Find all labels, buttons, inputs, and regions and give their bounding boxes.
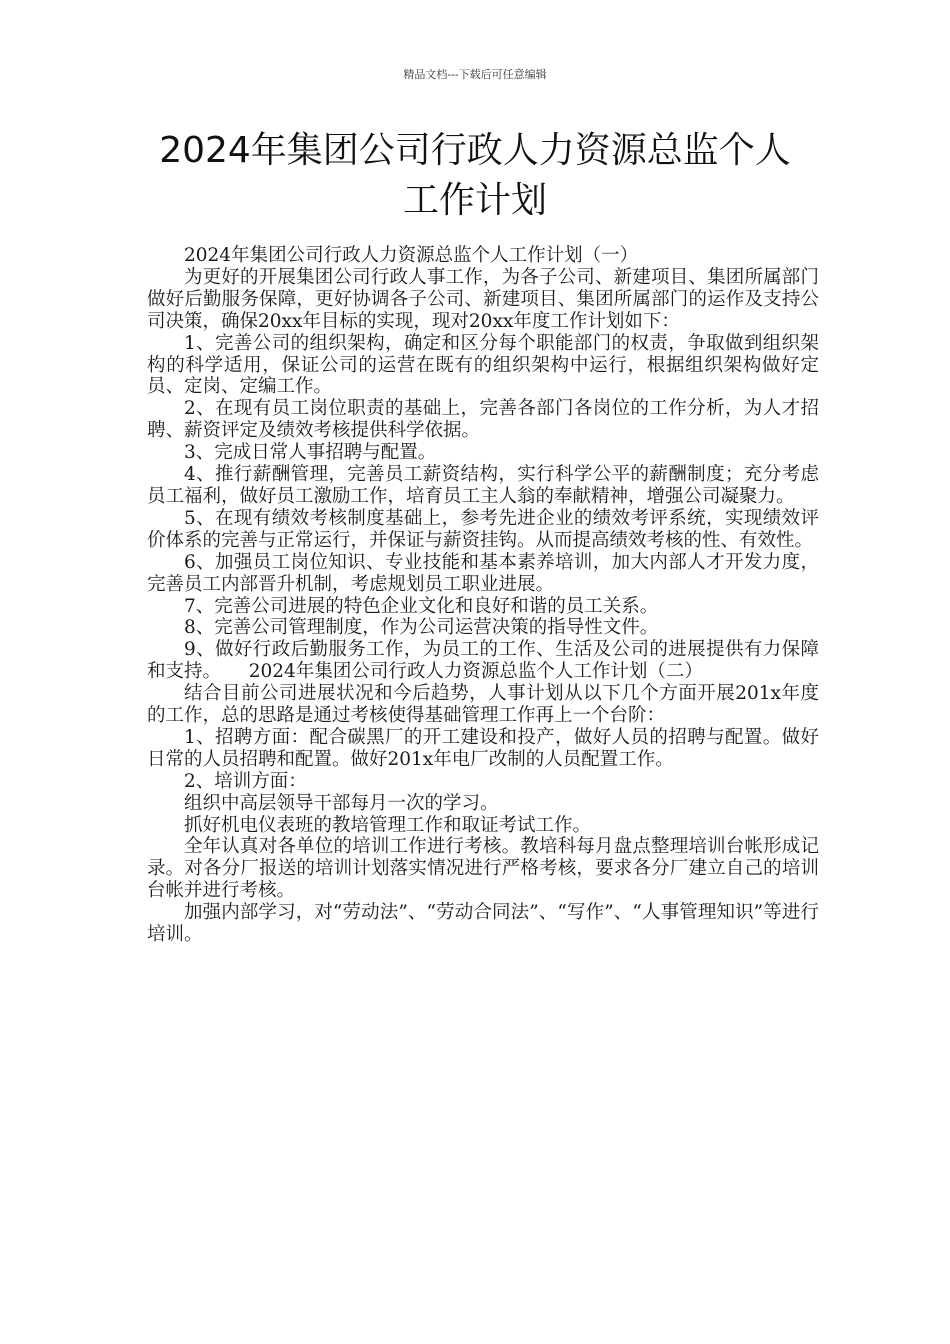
paragraph-training-leaders: 组织中高层领导干部每月一次的学习。 <box>184 792 499 814</box>
page-header: 精品文档---下载后可任意编辑 <box>403 68 547 81</box>
paragraph-item-5: 5、在现有绩效考核制度基础上，参考先进企业的绩效考评系统，实现绩效评价体系的完善与正常运行，并保证与薪资挂钩。从而提高绩效考核的性、有效性。 <box>147 507 819 551</box>
document-body <box>147 245 819 946</box>
paragraph-item-9: 9、做好行政后勤服务工作，为员工的工作、生活及公司的进展提供有力保障和支持。 2024年集团公司行政人力资源总监个人工作计划（二） <box>147 639 819 683</box>
paragraph-item-3: 3、完成日常人事招聘与配置。 <box>184 442 437 464</box>
title-line-2: 工作计划 <box>402 180 547 221</box>
paragraph-item-8: 8、完善公司管理制度，作为公司运营决策的指导性文件。 <box>184 617 659 639</box>
paragraph-item-2: 2、在现有员工岗位职责的基础上，完善各部门各岗位的工作分析，为人才招聘、薪资评定及绩效考核提供科学依据。 <box>147 398 819 442</box>
paragraph-plan-two-intro: 结合目前公司进展状况和今后趋势，人事计划从以下几个方面开展201x年度的工作，总的思路是通过考核使得基础管理工作再上一个台阶： <box>147 683 819 727</box>
paragraph-item-4: 4、推行薪酬管理，完善员工薪资结构，实行科学公平的薪酬制度；充分考虑员工福利，做好员工激励工作，培育员工主人翁的奉献精神，增强公司凝聚力。 <box>147 464 819 507</box>
title-line-1: 2024年集团公司行政人力资源总监个人 <box>159 130 791 171</box>
paragraph-internal-learning: 加强内部学习，对“劳动法”、“劳动合同法”、“写作”、“人事管理知识”等进行培训。 <box>147 902 819 946</box>
paragraph-intro: 为更好的开展集团公司行政人事工作，为各子公司、新建项目、集团所属部门做好后勤服务保障，更好协调各子公司、新建项目、集团所属部门的运作及支持公司决策，确保20xx年目标的实现，现对20xx年度工作计划如下： <box>147 266 819 332</box>
paragraph-training-instrument: 抓好机电仪表班的教培管理工作和取证考试工作。 <box>184 814 592 836</box>
paragraph-recruitment: 1、招聘方面：配合碳黑厂的开工建设和投产，做好人员的招聘与配置。做好日常的人员招聘和配置。做好201x年电厂改制的人员配置工作。 <box>147 726 819 770</box>
paragraph-item-1: 1、完善公司的组织架构，确定和区分每个职能部门的权责，争取做到组织架构的科学适用，保证公司的运营在既有的组织架构中运行，根据组织架构做好定员、定岗、定编工作。 <box>147 332 819 398</box>
paragraph-item-6: 6、加强员工岗位知识、专业技能和基本素养培训，加大内部人才开发力度，完善员工内部晋升机制，考虑规划员工职业进展。 <box>147 551 819 595</box>
paragraph-training-assessment: 全年认真对各单位的培训工作进行考核。教培科每月盘点整理培训台帐形成记录。对各分厂报送的培训计划落实情况进行严格考核，要求各分厂建立自己的培训台帐并进行考核。 <box>147 836 819 902</box>
paragraph-item-7: 7、完善公司进展的特色企业文化和良好和谐的员工关系。 <box>184 595 659 617</box>
document-title <box>120 126 830 226</box>
paragraph-training-heading: 2、培训方面： <box>184 770 307 792</box>
paragraph-plan-one-heading: 2024年集团公司行政人力资源总监个人工作计划（一） <box>184 245 639 266</box>
